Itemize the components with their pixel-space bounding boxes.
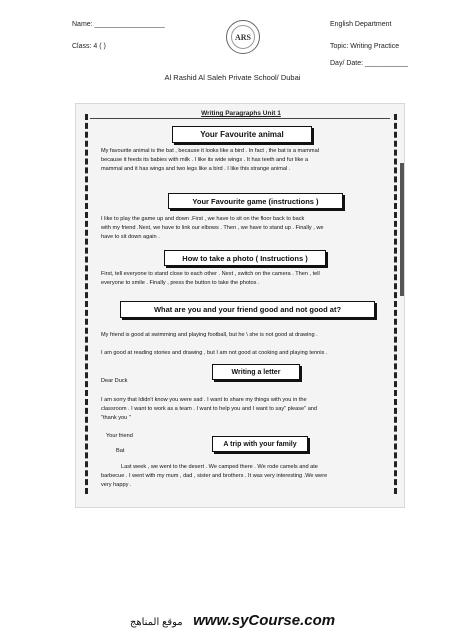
paragraph-take-photo: [101, 270, 391, 288]
paragraph-favourite-animal: [101, 147, 391, 174]
worksheet-scan: [75, 103, 405, 508]
worksheet-title: Writing Paragraphs Unit 1: [201, 110, 281, 117]
text-line: I am good at reading stories and drawing , but I am not good at cooking and playing tennis .: [101, 350, 328, 356]
department-label: English Department: [330, 21, 392, 28]
text-line: because it feeds its babies with milk . I like its wide wings . It has teeth and fur like a: [101, 157, 309, 163]
text-line: everyone to smile . Finally , press the button to take the photos .: [101, 280, 260, 286]
heading-good-not-good: What are you and your friend good and not good at?: [120, 301, 375, 318]
text-line: My friend is good at swimming and playing football, but he \ she is not good at drawing .: [101, 332, 318, 338]
letter-greeting: Dear Duck: [101, 378, 128, 384]
footer-arabic-text: موقع المناهج: [129, 617, 183, 628]
frame-left: [85, 114, 91, 494]
paragraph-trip-family: [101, 463, 391, 490]
footer-site-link[interactable]: www.syCourse.com: [193, 612, 336, 629]
text-line: barbecue . I went with my mum , dad , sister and brothers . It was very interesting .We were: [101, 473, 328, 479]
class-field-label: Class: 4 ( ): [72, 43, 106, 50]
text-line: mammal and it has wings and two legs like a bird . I like this strange animal .: [101, 166, 291, 172]
school-logo: [226, 20, 260, 54]
scan-edge-bar: [400, 163, 404, 296]
day-date-label: Day/ Date: ___________: [330, 60, 408, 67]
topic-label: Topic: Writing Practice: [330, 43, 400, 50]
text-line: First, tell everyone to stand close to each other . Next , switch on the camera . Then , tell: [101, 271, 320, 277]
heading-favourite-animal: Your Favourite animal: [172, 126, 312, 143]
frame-top: [90, 118, 390, 119]
footer-watermark: [0, 612, 465, 630]
paragraph-good-not-good: [101, 326, 391, 362]
text-line: "thank you ": [101, 415, 131, 421]
text-line: have to sit down again .: [101, 234, 160, 240]
text-line: Last week , we went to the desert . We camped there . We rode camels and ate: [121, 464, 318, 470]
text-line: very happy .: [101, 482, 132, 488]
text-line: classroom . I want to work as a team . I want to help you and I want to say" please" and: [101, 406, 318, 412]
text-line: My favourite animal is the bat , because it looks like a bird . In fact , the bat is a mammal: [101, 148, 319, 154]
heading-take-photo: How to take a photo ( Instructions ): [164, 250, 326, 266]
paragraph-favourite-game: [101, 215, 391, 242]
school-name: Al Rashid Al Saleh Private School/ Dubai: [164, 73, 301, 82]
name-field-label: Name: __________________: [72, 21, 165, 28]
text-line: I am sorry that Ididn't know you were sad . I want to share my things with you in the: [101, 397, 307, 403]
letter-signature: Bat: [116, 448, 125, 454]
text-line: I like to play the game up and down .First , we have to sit on the floor back to back: [101, 216, 305, 222]
heading-writing-letter: Writing a letter: [212, 364, 300, 380]
heading-favourite-game: Your Favourite game (instructions ): [168, 193, 343, 209]
text-line: with my friend .Next, we have to link our elbows . Then , we have to stand up . Finally , we: [101, 225, 324, 231]
heading-trip-family: A trip with your family: [212, 436, 308, 452]
letter-closing: Your friend: [106, 433, 133, 439]
paragraph-letter: [101, 396, 391, 423]
logo-text: ARS: [234, 32, 251, 42]
